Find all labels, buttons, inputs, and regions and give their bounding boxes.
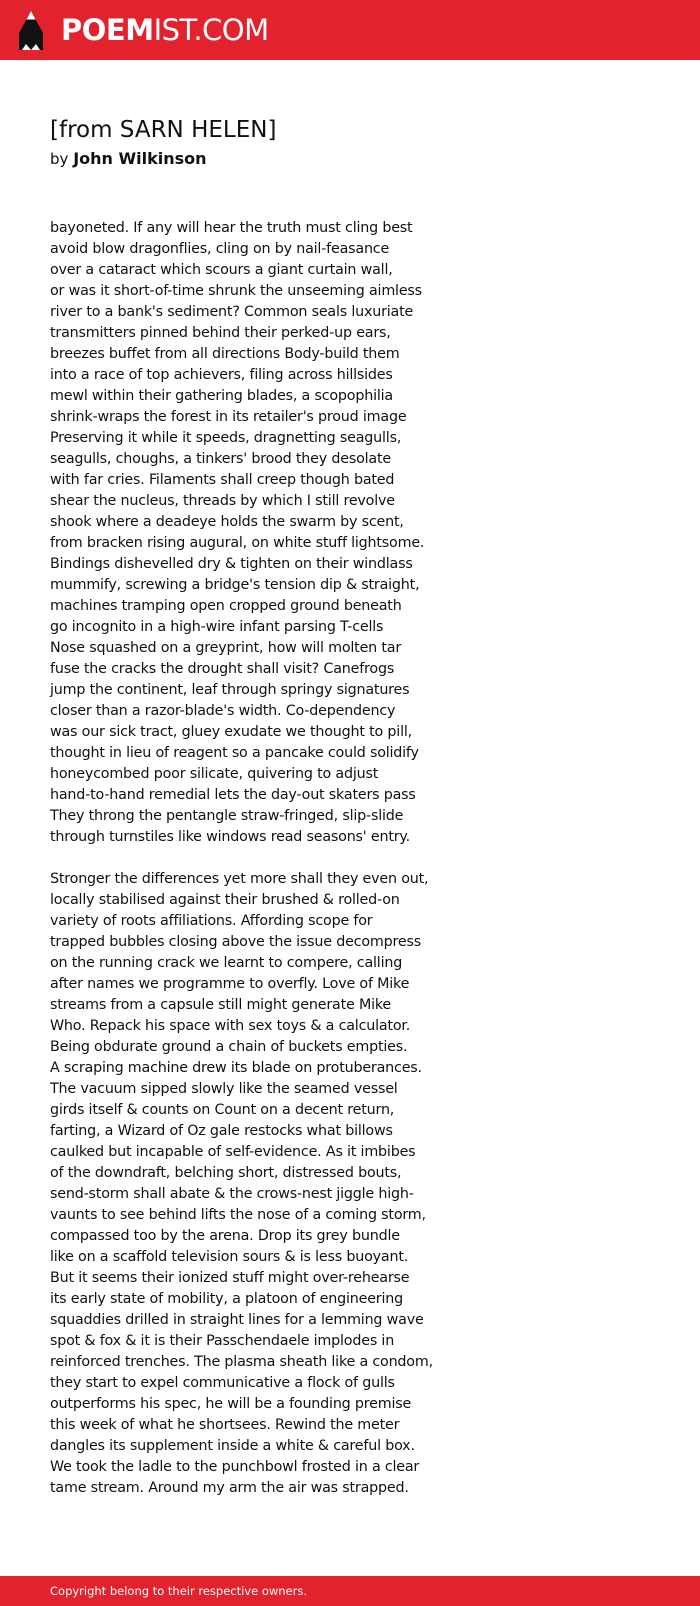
poem-line: through turnstiles like windows read seasons' entry. xyxy=(50,829,410,845)
poem-line: after names we programme to overfly. Love of Mike xyxy=(50,976,410,992)
stanza xyxy=(50,869,490,1499)
poem-line: mummify, screwing a bridge's tension dip & straight, xyxy=(50,577,420,593)
poem-line: reinforced trenches. The plasma sheath like a condom, xyxy=(50,1354,433,1370)
site-header xyxy=(0,0,700,60)
poem-line: caulked but incapable of self-evidence. As it imbibes xyxy=(50,1144,416,1160)
poem-line: shook where a deadeye holds the swarm by scent, xyxy=(50,514,404,530)
site-footer xyxy=(0,1576,700,1606)
poem-line: transmitters pinned behind their perked-up ears, xyxy=(50,325,391,341)
poem-line: into a race of top achievers, filing across hillsides xyxy=(50,367,393,383)
poem-line: Being obdurate ground a chain of buckets empties. xyxy=(50,1039,408,1055)
poem-line: A scraping machine drew its blade on protuberances. xyxy=(50,1060,422,1076)
poem-line: trapped bubbles closing above the issue decompress xyxy=(50,934,421,950)
poem-line: they start to expel communicative a flock of gulls xyxy=(50,1375,395,1391)
stanza xyxy=(50,218,490,848)
poem-line: But it seems their ionized stuff might over-rehearse xyxy=(50,1270,410,1286)
logo-light-text: IST.COM xyxy=(153,13,269,47)
poem-line: seagulls, choughs, a tinkers' brood they desolate xyxy=(50,451,391,467)
poem-title: [from SARN HELEN] xyxy=(50,117,277,143)
poem-line: shrink-wraps the forest in its retailer's proud image xyxy=(50,409,407,425)
poem-line: was our sick tract, gluey exudate we thought to pill, xyxy=(50,724,412,740)
logo-bold-text: POEM xyxy=(61,13,154,47)
poem-line: with far cries. Filaments shall creep though bated xyxy=(50,472,395,488)
poem-line: go incognito in a high-wire infant parsing T-cells xyxy=(50,619,384,635)
poem-line: or was it short-of-time shrunk the unseeming aimless xyxy=(50,283,422,299)
poem-line: tame stream. Around my arm the air was strapped. xyxy=(50,1480,409,1496)
poem-line: fuse the cracks the drought shall visit? Canefrogs xyxy=(50,661,395,677)
poem-line: They throng the pentangle straw-fringed, slip-slide xyxy=(50,808,404,824)
poem-line: squaddies drilled in straight lines for a lemming wave xyxy=(50,1312,424,1328)
poem-line: Who. Repack his space with sex toys & a calculator. xyxy=(50,1018,411,1034)
poem-line: compassed too by the arena. Drop its grey bundle xyxy=(50,1228,400,1244)
poem-line: avoid blow dragonflies, cling on by nail-feasance xyxy=(50,241,390,257)
poem-line: breezes buffet from all directions Body-build them xyxy=(50,346,400,362)
poem-line: of the downdraft, belching short, distressed bouts, xyxy=(50,1165,402,1181)
poem-line: mewl within their gathering blades, a scopophilia xyxy=(50,388,393,404)
poem-line: on the running crack we learnt to compere, calling xyxy=(50,955,403,971)
poem-line: The vacuum sipped slowly like the seamed vessel xyxy=(50,1081,398,1097)
poem-line: hand-to-hand remedial lets the day-out skaters pass xyxy=(50,787,416,803)
byline xyxy=(50,148,207,170)
poem-line: honeycombed poor silicate, quivering to adjust xyxy=(50,766,379,782)
poem-line: machines tramping open cropped ground beneath xyxy=(50,598,402,614)
poem-line: Bindings dishevelled dry & tighten on their windlass xyxy=(50,556,413,572)
poem-line: Stronger the differences yet more shall they even out, xyxy=(50,871,429,887)
poem-line: dangles its supplement inside a white & careful box. xyxy=(50,1438,415,1454)
poem-line: like on a scaffold television sours & is less buoyant. xyxy=(50,1249,409,1265)
poem-line: outperforms his spec, he will be a founding premise xyxy=(50,1396,412,1412)
poem-line: from bracken rising augural, on white stuff lightsome. xyxy=(50,535,425,551)
poem-line: bayoneted. If any will hear the truth must cling best xyxy=(50,220,413,236)
poem-line: its early state of mobility, a platoon of engineering xyxy=(50,1291,403,1307)
poem-line: streams from a capsule still might generate Mike xyxy=(50,997,392,1013)
poem-line: farting, a Wizard of Oz gale restocks what billows xyxy=(50,1123,393,1139)
poem-body xyxy=(50,218,490,1520)
poem-line: thought in lieu of reagent so a pancake could solidify xyxy=(50,745,419,761)
poem-line: Preserving it while it speeds, dragnetting seagulls, xyxy=(50,430,402,446)
poem-line: We took the ladle to the punchbowl frosted in a clear xyxy=(50,1459,420,1475)
poem-line: this week of what he shortsees. Rewind the meter xyxy=(50,1417,400,1433)
pencil-logo-icon[interactable] xyxy=(18,10,44,52)
poem-line: over a cataract which scours a giant curtain wall, xyxy=(50,262,393,278)
poem-line: shear the nucleus, threads by which I still revolve xyxy=(50,493,395,509)
poem-line: locally stabilised against their brushed & rolled-on xyxy=(50,892,400,908)
site-logo[interactable] xyxy=(61,11,269,49)
author-name[interactable]: John Wilkinson xyxy=(73,149,207,168)
poem-line: jump the continent, leaf through springy signatures xyxy=(50,682,410,698)
poem-line: variety of roots affiliations. Affording scope for xyxy=(50,913,373,929)
poem-line: girds itself & counts on Count on a decent return, xyxy=(50,1102,395,1118)
poem-line: river to a bank's sediment? Common seals luxuriate xyxy=(50,304,414,320)
poem-line: vaunts to see behind lifts the nose of a coming storm, xyxy=(50,1207,426,1223)
poem-line: closer than a razor-blade's width. Co-dependency xyxy=(50,703,396,719)
poem-line: Nose squashed on a greyprint, how will molten tar xyxy=(50,640,402,656)
poem-line: send-storm shall abate & the crows-nest jiggle high- xyxy=(50,1186,414,1202)
by-label: by xyxy=(50,150,69,168)
poem-line: spot & fox & it is their Passchendaele implodes in xyxy=(50,1333,395,1349)
copyright-text: Copyright belong to their respective owners. xyxy=(50,1584,308,1598)
